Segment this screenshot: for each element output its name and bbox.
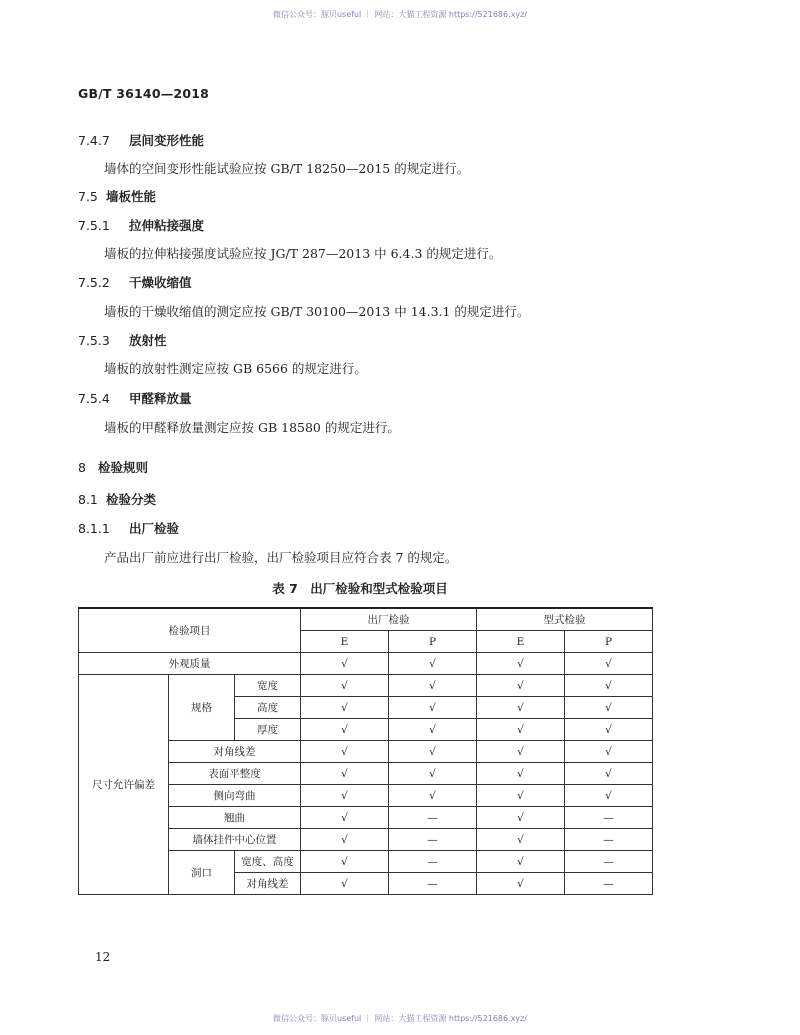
- check-cell: √: [389, 763, 477, 785]
- row-label: 侧向弯曲: [169, 785, 301, 807]
- check-cell: —: [389, 851, 477, 873]
- check-cell: √: [565, 697, 653, 719]
- section-number: 8.1.1: [78, 521, 110, 536]
- check-cell: √: [477, 829, 565, 851]
- paragraph: 墙体的空间变形性能试验应按 GB/T 18250—2015 的规定进行。: [104, 161, 470, 176]
- heading-7-5-3: [78, 331, 167, 349]
- check-cell: √: [301, 851, 389, 873]
- section-title: 拉伸粘接强度: [129, 218, 205, 233]
- check-cell: —: [565, 807, 653, 829]
- header-e-cell: E: [301, 631, 389, 653]
- section-title: 层间变形性能: [129, 133, 205, 148]
- section-title: 出厂检验: [129, 521, 180, 536]
- row-label: 外观质量: [79, 653, 301, 675]
- section-title: 干燥收缩值: [129, 275, 192, 290]
- table-row: [79, 653, 653, 675]
- check-cell: √: [565, 741, 653, 763]
- check-cell: √: [301, 763, 389, 785]
- section-number: 7.5.2: [78, 275, 110, 290]
- paragraph: 产品出厂前应进行出厂检验，出厂检验项目应符合表 7 的规定。: [104, 550, 458, 565]
- check-cell: —: [389, 829, 477, 851]
- section-title: 检验分类: [106, 492, 157, 507]
- section-number: 7.5: [78, 189, 98, 204]
- inspection-table: [78, 607, 653, 895]
- check-cell: √: [477, 653, 565, 675]
- header-e-cell: E: [477, 631, 565, 653]
- check-cell: √: [477, 785, 565, 807]
- check-cell: √: [565, 675, 653, 697]
- heading-7-4-7: [78, 131, 204, 149]
- check-cell: —: [389, 873, 477, 895]
- heading-7-5-1: [78, 216, 204, 234]
- watermark-bottom: 微信公众号：豚贝useful ｜ 网站：大猫工程资源 https://521686.xyz/: [272, 1014, 528, 1023]
- table-caption: 表 7 出厂检验和型式检验项目: [272, 581, 448, 596]
- paragraph: 墙板的放射性测定应按 GB 6566 的规定进行。: [104, 361, 367, 376]
- row-label: 对角线差: [235, 873, 301, 895]
- row-label: 翘曲: [169, 807, 301, 829]
- check-cell: √: [477, 763, 565, 785]
- check-cell: √: [565, 763, 653, 785]
- check-cell: √: [301, 653, 389, 675]
- heading-8: [78, 458, 148, 476]
- heading-8-1: [78, 490, 156, 508]
- section-number: 7.5.4: [78, 391, 110, 406]
- check-cell: √: [301, 829, 389, 851]
- check-cell: √: [301, 697, 389, 719]
- check-cell: √: [389, 653, 477, 675]
- section-number: 7.4.7: [78, 133, 110, 148]
- heading-7-5-4: [78, 389, 192, 407]
- paragraph: 墙板的甲醛释放量测定应按 GB 18580 的规定进行。: [104, 420, 400, 435]
- check-cell: —: [565, 829, 653, 851]
- section-title: 墙板性能: [106, 189, 157, 204]
- paragraph: 墙板的干燥收缩值的测定应按 GB/T 30100—2013 中 14.3.1 的规定进行。: [104, 304, 530, 319]
- check-cell: √: [301, 719, 389, 741]
- section-number: 7.5.1: [78, 218, 110, 233]
- sub-group-label: 规格: [169, 675, 235, 741]
- check-cell: √: [565, 653, 653, 675]
- heading-8-1-1: [78, 519, 179, 537]
- check-cell: √: [477, 807, 565, 829]
- check-cell: √: [389, 675, 477, 697]
- header-p-cell: P: [389, 631, 477, 653]
- check-cell: √: [389, 741, 477, 763]
- check-cell: √: [565, 719, 653, 741]
- check-cell: √: [389, 719, 477, 741]
- row-label: 表面平整度: [169, 763, 301, 785]
- row-label: 宽度、高度: [235, 851, 301, 873]
- header-item-cell: 检验项目: [79, 608, 301, 653]
- heading-7-5: [78, 187, 156, 205]
- row-label: 高度: [235, 697, 301, 719]
- check-cell: √: [301, 741, 389, 763]
- standard-number: GB/T 36140—2018: [78, 86, 210, 101]
- row-label: 墙体挂件中心位置: [169, 829, 301, 851]
- check-cell: √: [477, 851, 565, 873]
- section-number: 8: [78, 460, 86, 475]
- watermark-top: 微信公众号：豚贝useful ｜ 网站：大猫工程资源 https://521686.xyz/: [272, 10, 528, 19]
- section-title: 检验规则: [98, 460, 149, 475]
- check-cell: —: [565, 873, 653, 895]
- check-cell: √: [389, 697, 477, 719]
- section-title: 放射性: [129, 333, 167, 348]
- page-number: 12: [95, 950, 111, 964]
- check-cell: —: [565, 851, 653, 873]
- heading-7-5-2: [78, 273, 192, 291]
- row-label: 厚度: [235, 719, 301, 741]
- group-label: 尺寸允许偏差: [79, 675, 169, 895]
- check-cell: √: [389, 785, 477, 807]
- check-cell: √: [477, 697, 565, 719]
- check-cell: √: [301, 807, 389, 829]
- header-type-cell: 型式检验: [477, 608, 653, 631]
- section-number: 8.1: [78, 492, 98, 507]
- header-factory-cell: 出厂检验: [301, 608, 477, 631]
- sub-group-label: 洞口: [169, 851, 235, 895]
- check-cell: √: [477, 675, 565, 697]
- check-cell: √: [477, 719, 565, 741]
- header-p-cell: P: [565, 631, 653, 653]
- check-cell: √: [301, 785, 389, 807]
- check-cell: —: [389, 807, 477, 829]
- table-row: [79, 675, 653, 697]
- check-cell: √: [565, 785, 653, 807]
- section-title: 甲醛释放量: [129, 391, 192, 406]
- check-cell: √: [477, 741, 565, 763]
- row-label: 对角线差: [169, 741, 301, 763]
- row-label: 宽度: [235, 675, 301, 697]
- check-cell: √: [477, 873, 565, 895]
- check-cell: √: [301, 873, 389, 895]
- paragraph: 墙板的拉伸粘接强度试验应按 JG/T 287—2013 中 6.4.3 的规定进行。: [104, 246, 502, 261]
- check-cell: √: [301, 675, 389, 697]
- section-number: 7.5.3: [78, 333, 110, 348]
